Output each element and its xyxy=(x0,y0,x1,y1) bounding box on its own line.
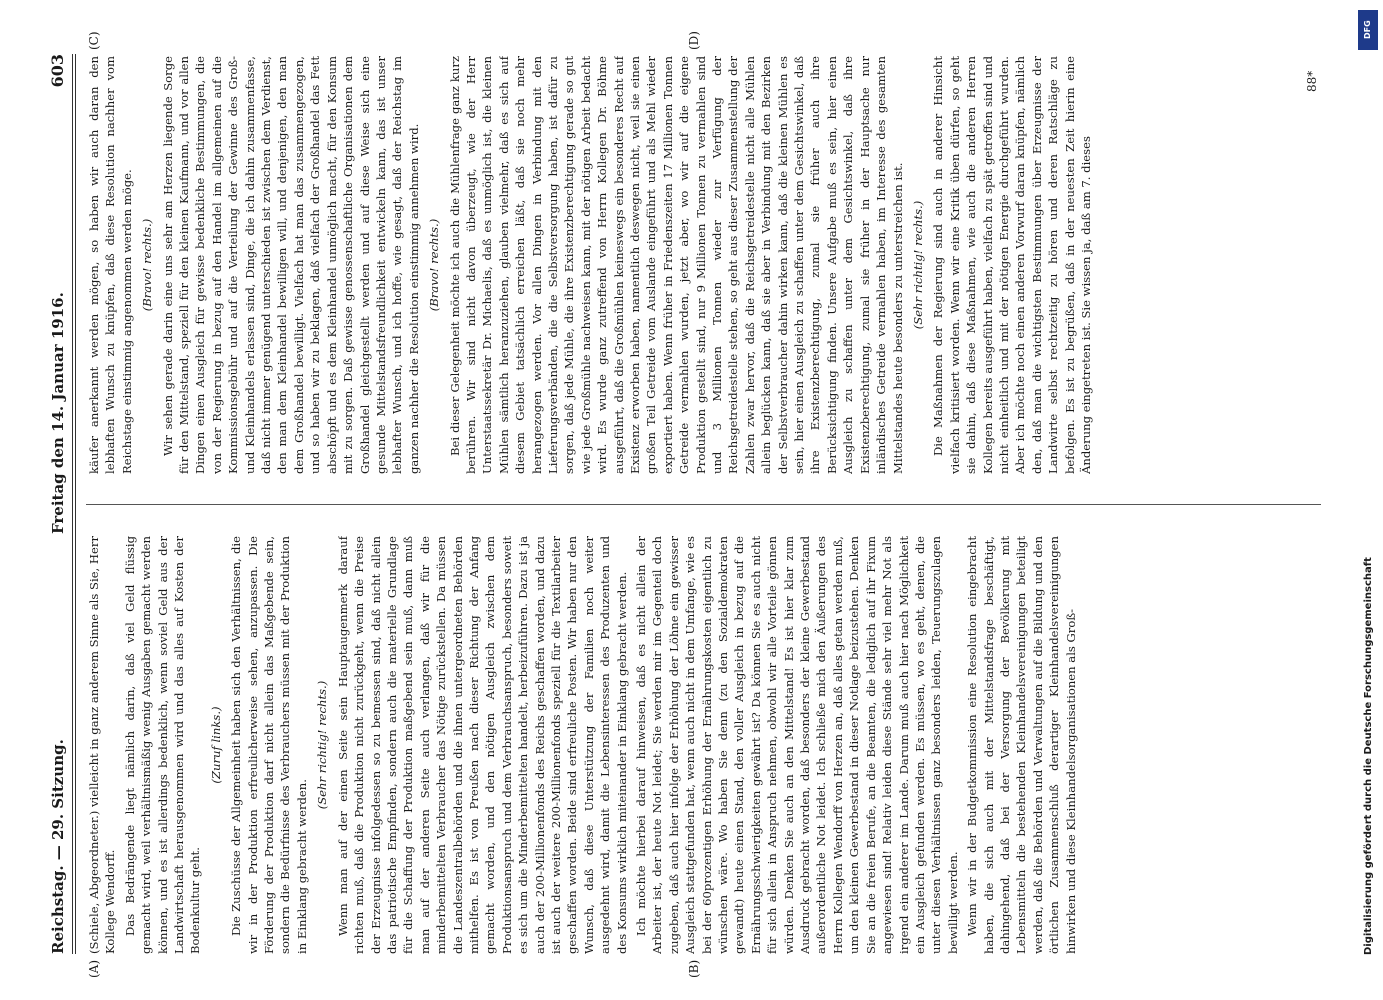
text-column-left xyxy=(86,536,1321,954)
rotated-document-page xyxy=(46,20,1336,980)
header-rule xyxy=(72,54,73,954)
margin-mark-a: (A) xyxy=(87,959,101,978)
paragraph: Ich möchte hierbei darauf hinweisen, daß es nicht allein der Arbeiter ist, der heute Not leidet; Sie werden mir im Gegenteil doch zugeben, daß auch hier infolge der Erhöhung der Löhne ein gewisser Ausgleich stattgefunden hat, wenn auch nicht in dem Umfange, wie es bei der 60prozentigen Erhöhung der Ernährungskosten eigentlich zu wünschen wäre. Wo haben Sie denn (zu den Sozialdemokraten gewandt) heute einen Stand, den voller Ausgleich in bezug auf die Ernährungsschwierigkeiten gewährt ist? Da können Sie es auch nicht für sich allein in Anspruch nehmen, obwohl wir alle Vorteile gönnen würden. Denken Sie auch an den Mittelstand! Es ist hier klar zum Ausdruck gebracht worden, daß besonders der kleine Gewerbestand außerordentliche Not leidet. Ich schließe mich den Äußerungen des Herrn Kollegen Wendorff von Herzen an, daß alles getan werden muß, um den kleinen Gewerbestand in dieser Notlage beizustehen. Denken Sie an die freien Berufe, an die Beamten, die lediglich auf ihr Fixum angewiesen sind! Relativ leiden diese Stände sehr viel mehr Not als irgend ein anderer im Lande. Darum muß auch hier nach Möglichkeit ein Ausgleich gefunden werden. Es müssen, wo es geht, denen, die unter diesen Verhältnissen ganz besonders leiden, Teuerungszulagen bewilligt werden. xyxy=(634,536,960,954)
paragraph: (Schiele, Abgeordneter.) vielleicht in ganz anderem Sinne als Sie, Herr Kollege Wendorff. xyxy=(87,536,118,954)
paragraph: Bei dieser Gelegenheit möchte ich auch die Mühlenfrage ganz kurz berühren. Wir sind nicht davon überzeugt, wie der Herr Unterstaatssekretär Dr. Michaelis, daß es unmöglich ist, die kleinen Mühlen sämtlich heranzuziehen, glauben vielmehr, daß es sich auf diesem Gebiet tatsächlich erreichen läßt, daß sie noch mehr herangezogen werden. Vor allen Dingen in Verbindung mit den Lieferungsverbänden, die die Selbstversorgung haben, ist dafür zu sorgen, daß jede Mühle, die ihre Existenzberechtigung gerade so gut wie jede Großmühle nachweisen kann, mit der nötigen Arbeit bedacht wird. Es wurde ganz zutreffend von Herrn Kollegen Dr. Böhme ausgeführt, daß die Großmühlen keineswegs ein besonderes Recht auf Existenz erworben haben, namentlich deswegen nicht, weil sie einen großen Teil Getreide vom Auslande eingeführt und als Mehl wieder exportiert haben. Wenn früher in Friedenszeiten 17 Millionen Tonnen Getreide vermahlen wurden, jetzt aber, wo wir auf die eigene Produktion gestellt sind, nur 9 Millionen Tonnen zu vermahlen sind und 3 Millionen Tonnen wieder zur Verfügung der Reichsgetreidestelle stehen, so geht aus dieser Zusammenstellung der Zahlen zwar hervor, daß die Reichsgetreidestelle nicht alle Mühlen allein beglücken kann, daß sie aber in Verbindung mit den Bezirken der Selbstverbraucher dahin wirken kann, daß die kleinen Mühlen es sein, hier einen Ausgleich zu schaffen unter dem Gesichtswinkel, daß ihre Existenzberechtigung, zumal sie früher auch ihre Berücksichtigung finden. Unsere Aufgabe muß es sein, hier einen Ausgleich zu schaffen unter dem Gesichtswinkel, daß ihre Existenzberechtigung, zumal sie früher in der Hauptsache nur inländisches Getreide vermahlen haben, im Interesse des gesamten Mittelstandes heute besonders zu unterstreichen ist. xyxy=(447,56,905,474)
margin-mark-d: (D) xyxy=(687,31,701,50)
interjection: (Bravo! rechts.) xyxy=(140,218,155,312)
page-number: 603 xyxy=(48,54,67,88)
paragraph: Wenn man auf der einen Seite sein Hauptaugenmerk darauf richten muß, daß die Produktion nicht zurückgeht, wenn die Preise der Erzeugnisse infolgedessen so zu bemessen sind, daß nicht allein das patriotische Empfinden, sondern auch die materielle Grundlage für die Schaffung der Produktion maßgebend sein muß, dann muß man auf der anderen Seite auch verlangen, daß wir für die minderbemittelten Verbraucher das Nötige zurückstellen. Da müssen die Landeszentralbehörden und die ihnen untergeordneten Behörden mithelfen. Es ist von Preußen nach dieser Richtung der Anfang gemacht worden, und den nötigen Ausgleich zwischen dem Produktionsanspruch und dem Verbrauchsanspruch, besonders soweit es sich um die Minderbemittelten handelt, herbeizuführen. Dazu ist ja auch der 200-Millionenfonds des Reichs geschaffen worden, und dazu ist auch der weitere 200-Millionenfonds speziell für die Textilarbeiter geschaffen worden. Beide sind erfreuliche Posten. Wir haben nur den Wunsch, daß diese Unterstützung der Familien noch weiter ausgedehnt wird, damit die Lebensinteressen des Produzenten und des Konsums wirklich miteinander in Einklang gebracht werden. xyxy=(335,536,629,954)
paragraph: Wir sehen gerade darin eine uns sehr am Herzen liegende Sorge für den Mittelstand, speziell für den kleinen Kaufmann, und vor allen Dingen einen Ausgleich für gewisse bedenkliche Bestimmungen, die von der Regierung in bezug auf den Handel im allgemeinen auf die Kommissionsgebühr und auf die Verteilung der Gewinne des Groß- und Kleinhandels erlassen sind, Dinge, die ich dahin zusammenfasse, daß nicht immer genügend unterschieden ist zwischen dem Verdienst, den man dem Kleinhandel bewilligen will, und denjenigen, den man dem Großhandel bewilligt. Vielfach hat man das zusammengezogen, und so haben wir zu beklagen, daß vielfach der Großhandel das Fett abschöpft und es dem Kleinhandel unmöglich macht, für den Konsum mit zu sorgen. Daß gewisse genossenschaftliche Organisationen dem Großhandel gleichgestellt werden und auf diese Weise sich eine gesunde Mittelstandsfreundlichkeit entwickeln kann, das ist unser lebhafter Wunsch, und ich hoffe, wie gesagt, daß der Reichstag im ganzen nachher die Resolution einstimmig annehmen wird. xyxy=(160,56,421,474)
text-column-right xyxy=(86,56,1321,474)
digitization-note: Digitalisierung gefördert durch die Deutsche Forschungsgemeinschaft xyxy=(1363,557,1374,955)
margin-mark-b: (B) xyxy=(687,959,701,978)
dfg-logo: DFG xyxy=(1358,10,1378,50)
paragraph: Wenn wir in der Budgetkommission eine Resolution eingebracht haben, die sich auch mit der Mittelstandsfrage beschäftigt, dahingehend, daß bei der Versorgung der Bevölkerung mit Lebensmitteln die bestehenden Kleinhandelsvereinigungen beteiligt werden, daß die Behörden und Verwaltungen auf die Bildung und den örtlichen Zusammenschluß derartiger Kleinhandelsvereinigungen hinwirken und diese Kleinhandelsorganisationen als Groß- xyxy=(965,536,1078,954)
column-divider xyxy=(86,504,1321,505)
header-date: Freitag den 14. Januar 1916. xyxy=(49,292,67,534)
paragraph: Das Bedrängende liegt nämlich darin, daß viel Geld flüssig gemacht wird, weil verhältnismäßig wenig Ausgaben gemacht werden können, und es ist allerdings bedenklich, wenn soviel Geld aus der Landwirtschaft herausgenommen wird und das alles auf Kosten der Bodenkultur geht. xyxy=(122,536,203,954)
page-header xyxy=(50,54,70,954)
interjection: (Zuruf links.) xyxy=(208,706,223,784)
margin-mark-c: (C) xyxy=(87,31,101,50)
paragraph: Die Maßnahmen der Regierung sind auch in anderer Hinsicht vielfach kritisiert worden. Wenn wir eine Kritik üben dürfen, so geht sie dahin, daß diese Maßnahmen, wie auch die anderen Herren Kollegen bereits ausgeführt haben, vielfach zu spät getroffen sind und nicht einheitlich und mit der nötigen Energie durchgeführt wurden. Aber ich möchte noch einen anderen Vorwurf daran knüpfen, nämlich den, daß man die wichtigsten Bestimmungen über Erzeugnisse der Landwirte selbst rechtzeitig zu hören und deren Ratschläge zu befolgen. Es ist zu begrüßen, daß in der neuesten Zeit hierin eine Änderung eingetreten ist. Sie wissen ja, daß am 7. dieses xyxy=(931,56,1093,474)
interjection: (Sehr richtig! rechts.) xyxy=(315,680,330,810)
signature-mark: 88* xyxy=(1305,70,1319,92)
paragraph: Die Zuschüsse der Allgemeinheit haben sich den Verhältnissen, die wir in der Produktion erfreulicherweise sehen, anzupassen. Die Förderung der Produktion darf nicht allein das Maßgebende sein, sondern die Bedürfnisse des Verbrauchers müssen mit der Produktion in Einklang gebracht werden. xyxy=(229,536,309,954)
paragraph: käufer anerkannt werden mögen, so haben wir auch daran den lebhaften Wunsch zu knüpfen, daß diese Resolution nachher vom Reichstage einstimmig angenommen werden möge. xyxy=(87,56,134,474)
interjection: (Bravo! rechts.) xyxy=(427,218,442,312)
header-rule-thin xyxy=(75,54,76,954)
interjection: (Sehr richtig! rechts.) xyxy=(910,200,925,330)
header-session: Reichstag. — 29. Sitzung. xyxy=(49,739,67,954)
